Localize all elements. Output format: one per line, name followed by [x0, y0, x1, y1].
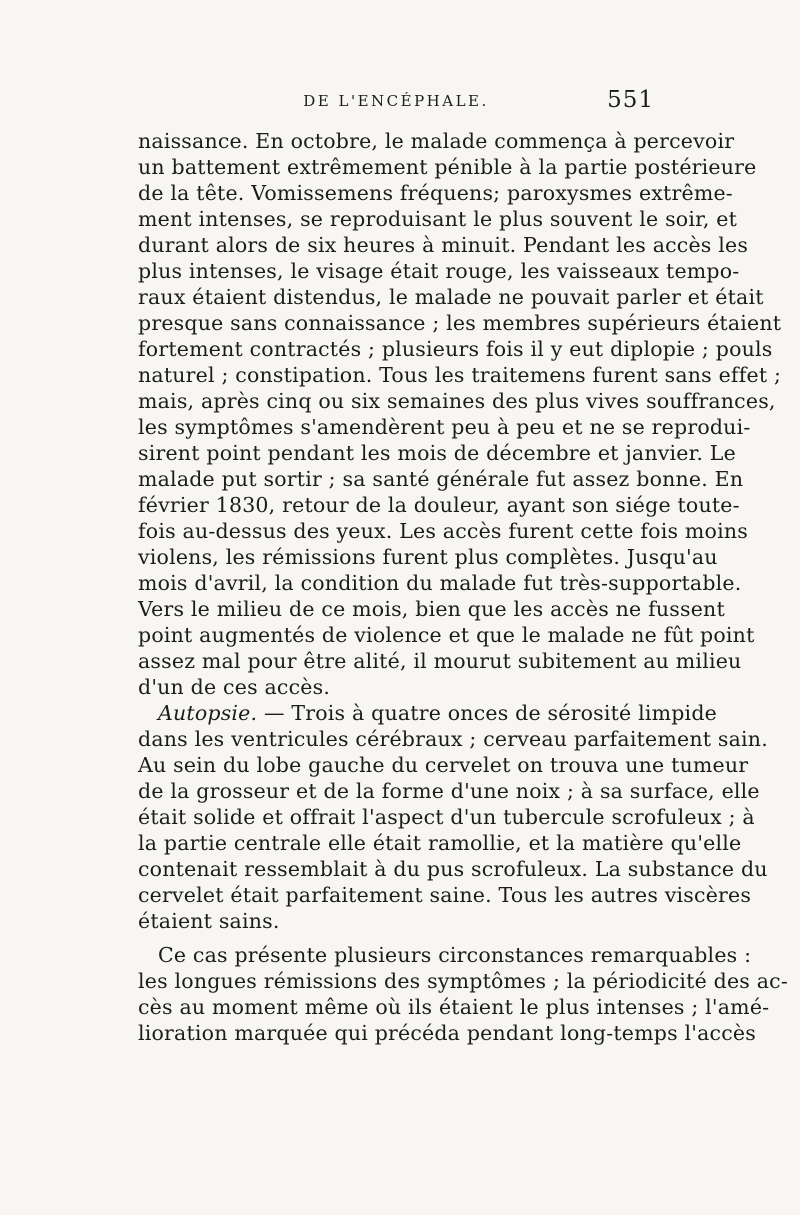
text-line: de la tête. Vomissemens fréquens; paroxysmes extrême-: [138, 181, 733, 205]
text-line: février 1830, retour de la douleur, ayant son siége toute-: [138, 493, 740, 517]
text-line: Au sein du lobe gauche du cervelet on trouva une tumeur: [138, 753, 749, 777]
text-line: étaient sains.: [138, 909, 280, 933]
text-line: d'un de ces accès.: [138, 675, 331, 699]
text-line: fois au-dessus des yeux. Les accès furent cette fois moins: [138, 519, 748, 543]
text-line: naturel ; constipation. Tous les traitemens furent sans effet ;: [138, 363, 782, 387]
text-line: fortement contractés ; plusieurs fois il y eut diplopie ; pouls: [138, 337, 773, 361]
text-line: un battement extrêmement pénible à la partie postérieure: [138, 155, 757, 179]
section-lead-autopsie: Autopsie.: [158, 701, 258, 725]
text-line: cès au moment même où ils étaient le plus intenses ; l'amé-: [138, 995, 770, 1019]
text-line: raux étaient distendus, le malade ne pouvait parler et était: [138, 285, 764, 309]
text-line: presque sans connaissance ; les membres supérieurs étaient: [138, 311, 782, 335]
text-line: la partie centrale elle était ramollie, et la matière qu'elle: [138, 831, 742, 855]
text-line: était solide et offrait l'aspect d'un tubercule scrofuleux ; à: [138, 805, 755, 829]
text-line: dans les ventricules cérébraux ; cerveau parfaitement sain.: [138, 727, 768, 751]
page-number: 551: [607, 87, 654, 113]
paragraph-autopsy: [138, 700, 768, 934]
text-line: de la grosseur et de la forme d'une noix ; à sa surface, elle: [138, 779, 760, 803]
text-line: naissance. En octobre, le malade commença à percevoir: [138, 129, 735, 153]
text-line: contenait ressemblait à du pus scrofuleux. La substance du: [138, 857, 768, 881]
running-head: [138, 87, 654, 122]
text-line: assez mal pour être alité, il mourut subitement au milieu: [138, 649, 742, 673]
text-line: ment intenses, se reproduisant le plus souvent le soir, et: [138, 207, 738, 231]
text-line: violens, les rémissions furent plus complètes. Jusqu'au: [138, 545, 718, 569]
text-line-rest: — Trois à quatre onces de sérosité limpide: [257, 701, 717, 725]
text-line: plus intenses, le visage était rouge, les vaisseaux tempo-: [138, 259, 740, 283]
text-line: mois d'avril, la condition du malade fut très-supportable.: [138, 571, 742, 595]
text-line: les symptômes s'amendèrent peu à peu et ne se reprodui-: [138, 415, 751, 439]
text-line: point augmentés de violence et que le malade ne fût point: [138, 623, 755, 647]
text-line: cervelet était parfaitement saine. Tous les autres viscères: [138, 883, 752, 907]
text-line: sirent point pendant les mois de décembre et janvier. Le: [138, 441, 736, 465]
paragraph-remarks: [138, 942, 788, 1046]
text-line: [138, 700, 717, 726]
text-line: lioration marquée qui précéda pendant long-temps l'accès: [138, 1021, 756, 1045]
text-line: malade put sortir ; sa santé générale fut assez bonne. En: [138, 467, 744, 491]
running-title: DE L'ENCÉPHALE.: [303, 92, 489, 110]
paragraph-case-history: [138, 128, 782, 700]
text-line: durant alors de six heures à minuit. Pendant les accès les: [138, 233, 749, 257]
text-line: Vers le milieu de ce mois, bien que les accès ne fussent: [138, 597, 725, 621]
text-line: les longues rémissions des symptômes ; la périodicité des ac-: [138, 969, 788, 993]
body-text: [138, 128, 788, 1046]
text-line: Ce cas présente plusieurs circonstances remarquables :: [158, 943, 752, 967]
text-line: mais, après cinq ou six semaines des plus vives souffrances,: [138, 389, 776, 413]
